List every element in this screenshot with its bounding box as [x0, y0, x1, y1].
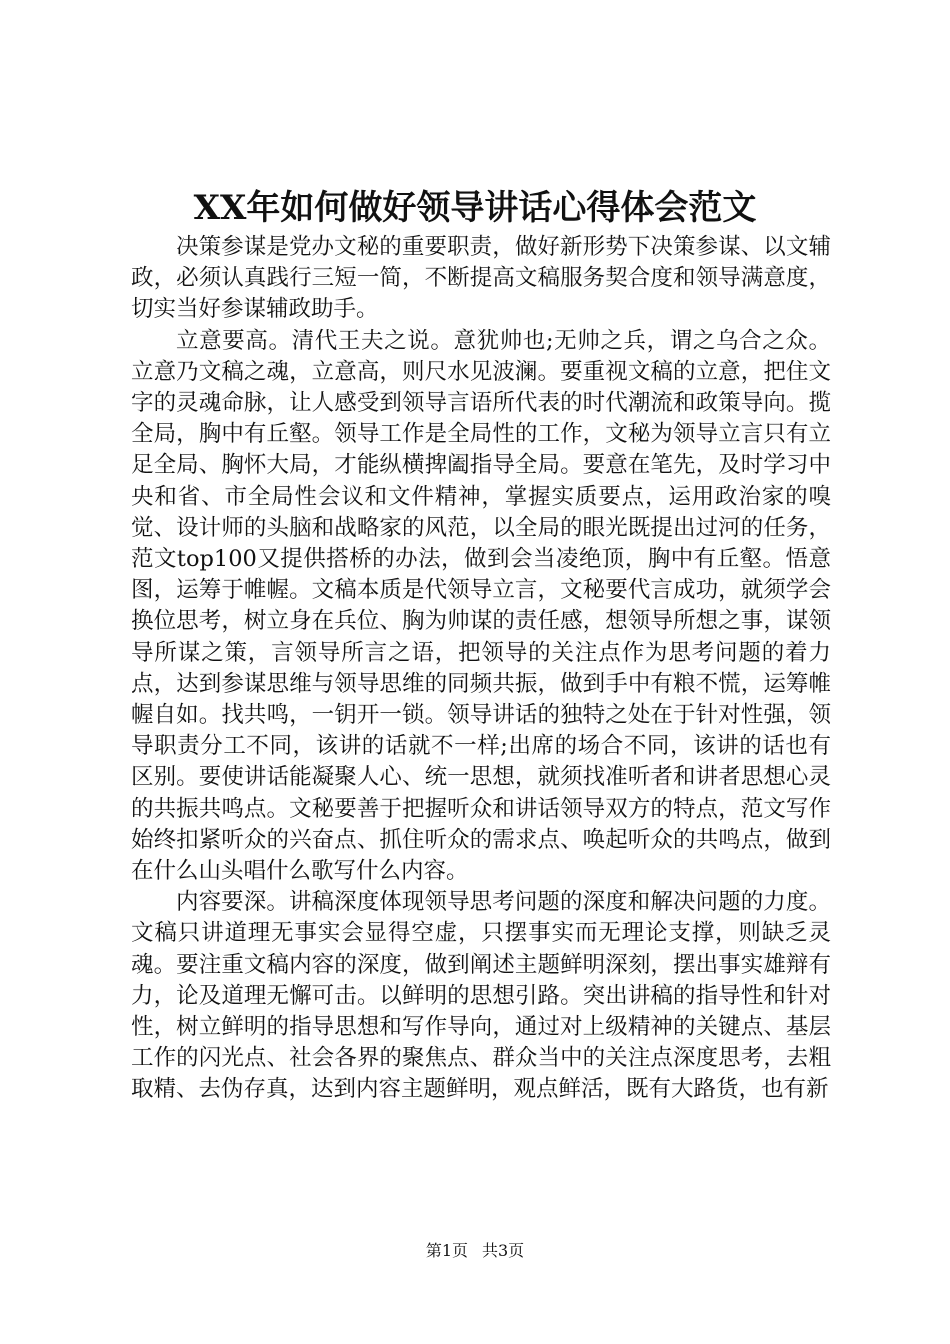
- document-body: [131, 232, 831, 1106]
- paragraph-deep-content: 内容要深。讲稿深度体现领导思考问题的深度和解决问题的力度。文稿只讲道理无事实会显得空虚，只摆事实而无理论支撑，则缺乏灵魂。要注重文稿内容的深度，做到阐述主题鲜明深刻，摆出事实雄辩有力，论及道理无懈可击。以鲜明的思想引路。突出讲稿的指导性和针对性，树立鲜明的指导思想和写作导向，通过对上级精神的关键点、基层工作的闪光点、社会各界的聚焦点、群众当中的关注点深度思考，去粗取精、去伪存真，达到内容主题鲜明，观点鲜活，既有大路货，也有新: [131, 889, 831, 1103]
- document-title: XX年如何做好领导讲话心得体会范文: [193, 188, 757, 228]
- paragraph-intro: 决策参谋是党办文秘的重要职责，做好新形势下决策参谋、以文辅政，必须认真践行三短一简，不断提高文稿服务契合度和领导满意度，切实当好参谋辅政助手。: [131, 234, 831, 323]
- paragraph-lofty-intent: 立意要高。清代王夫之说。意犹帅也;无帅之兵，谓之乌合之众。立意乃文稿之魂，立意高，则尺水见波澜。要重视文稿的立意，把住文字的灵魂命脉，让人感受到领导言语所代表的时代潮流和政策导向。揽全局，胸中有丘壑。领导工作是全局性的工作，文秘为领导立言只有立足全局、胸怀大局，才能纵横捭阖指导全局。要意在笔先，及时学习中央和省、市全局性会议和文件精神，掌握实质要点，运用政治家的嗅觉、设计师的头脑和战略家的风范，以全局的眼光既提出过河的任务，范文top100又提供搭桥的办法，做到会当凌绝顶，胸中有丘壑。悟意图，运筹于帷幄。文稿本质是代领导立言，文秘要代言成功，就须学会换位思考，树立身在兵位、胸为帅谋的责任感，想领导所想之事，谋领导所谋之策，言领导所言之语，把领导的关注点作为思考问题的着力点，达到参谋思维与领导思维的同频共振，做到手中有粮不慌，运筹帷幄自如。找共鸣，一钥开一锁。领导讲话的独特之处在于针对性强，领导职责分工不同，该讲的话就不一样;出席的场合不同，该讲的话也有区别。要使讲话能凝聚人心、统一思想，就须找准听者和讲者思想心灵的共振共鸣点。文秘要善于把握听众和讲话领导双方的特点，范文写作始终扣紧听众的兴奋点、抓住听众的需求点、唤起听众的共鸣点，做到在什么山头唱什么歌写什么内容。: [131, 327, 831, 885]
- page-number-current: 第1页: [425, 1241, 468, 1260]
- page-number-total: 共3页: [482, 1241, 525, 1260]
- page-footer: [0, 1240, 950, 1262]
